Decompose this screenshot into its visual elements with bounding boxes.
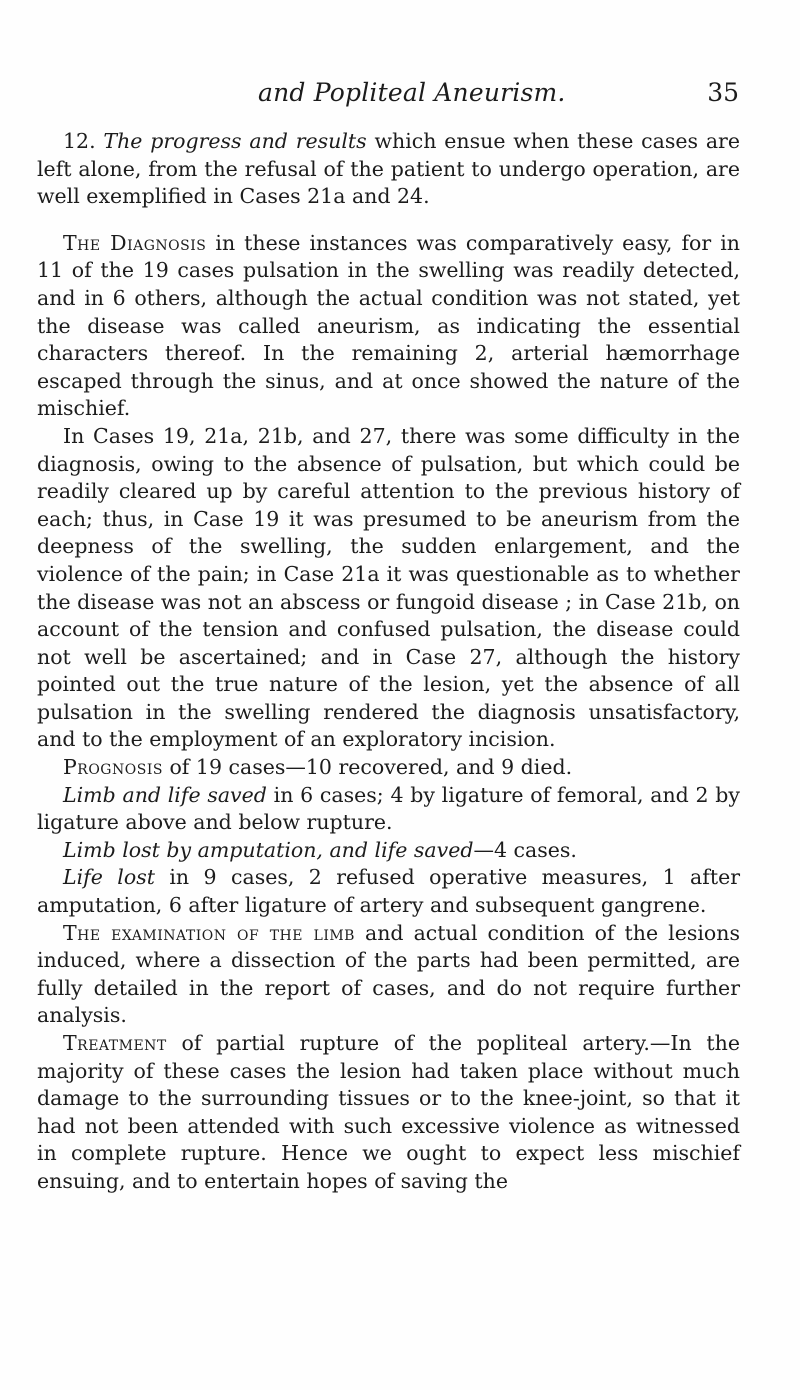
section-heading: Prognosis — [63, 755, 163, 780]
section-heading: The Diagnosis — [63, 230, 207, 255]
running-title: and Popliteal Aneurism. — [258, 78, 566, 107]
paragraph-treatment — [37, 1030, 740, 1196]
paragraph-limb-life-saved — [37, 782, 740, 837]
section-heading: Limb lost by amputation, and life saved — [63, 837, 474, 862]
page-number: 35 — [707, 78, 739, 107]
paragraph-text: in 6 cases; 4 by ligature of femoral, and 2 by ligature above and below rupture. — [37, 782, 740, 835]
paragraph-life-lost — [37, 864, 740, 919]
paragraph-text: in 9 cases, 2 refused operative measures, 1 after amputation, 6 after ligature of artery and subsequent gangrene. — [37, 865, 740, 918]
section-heading: The examination of the limb — [63, 920, 355, 945]
paragraph-text: —4 cases. — [473, 837, 577, 862]
paragraph-diagnosis — [37, 230, 740, 423]
paragraph-text: of partial rupture of the popliteal artery.—In the majority of these cases the lesion had taken place without much damage to the surrounding tissues or to the knee-joint, so that it had not been attended with such excessive violence as witnessed in complete rupture. Hence we ought to expect less mischief ensuing, and to entertain hopes of saving the — [37, 1031, 740, 1193]
section-heading: Limb and life saved — [63, 782, 267, 807]
section-number: 12. — [63, 129, 96, 153]
paragraph-limb-lost — [37, 837, 740, 865]
paragraph-text: which ensue when these cases are left alone, from the refusal of the patient to undergo operation, are well exemplified in Cases 21a and 24. — [37, 129, 740, 209]
section-heading: Life lost — [63, 865, 155, 890]
paragraph-examination — [37, 920, 740, 1030]
paragraph-prognosis — [37, 754, 740, 782]
paragraph-text: and actual condition of the lesions induced, where a dissection of the parts had been permitted, are fully detailed in the report of cases, and do not require further analysis. — [37, 920, 740, 1028]
page-header — [0, 78, 800, 118]
paragraph-text: of 19 cases—10 recovered, and 9 died. — [169, 755, 573, 780]
paragraph-text: In Cases 19, 21a, 21b, and 27, there was some difficulty in the diagnosis, owing to the absence of pulsation, but which could be readily cleared up by careful attention to the previous history of each; thus, in Case 19 it was presumed to be aneurism from the deepness of the swelling, the sudden enlargement, and the violence of the pain; in Case 21a it was questionable as to whether the disease was not an abscess or fungoid disease ; in Case 21b, on account of the tension and confused pulsation, the disease could not well be ascertained; and in Case 27, although the history pointed out the true nature of the lesion, yet the absence of all pulsation in the swelling rendered the diagnosis unsatisfactory, and to the employment of an exploratory incision. — [37, 423, 740, 752]
paragraph-difficult-cases — [37, 423, 740, 754]
section-heading: Treatment — [63, 1031, 167, 1055]
section-heading: The progress and results — [103, 129, 367, 153]
paragraph-progress — [37, 128, 740, 211]
body-text — [37, 128, 740, 1196]
paragraph-text: in these instances was comparatively easy, for in 11 of the 19 cases pulsation in the swelling was readily detected, and in 6 others, although the actual condition was not stated, yet the disease was called aneurism, as indicating the essential characters thereof. In the remaining 2, arterial hæmorrhage escaped through the sinus, and at once showed the nature of the mischief. — [37, 230, 740, 421]
